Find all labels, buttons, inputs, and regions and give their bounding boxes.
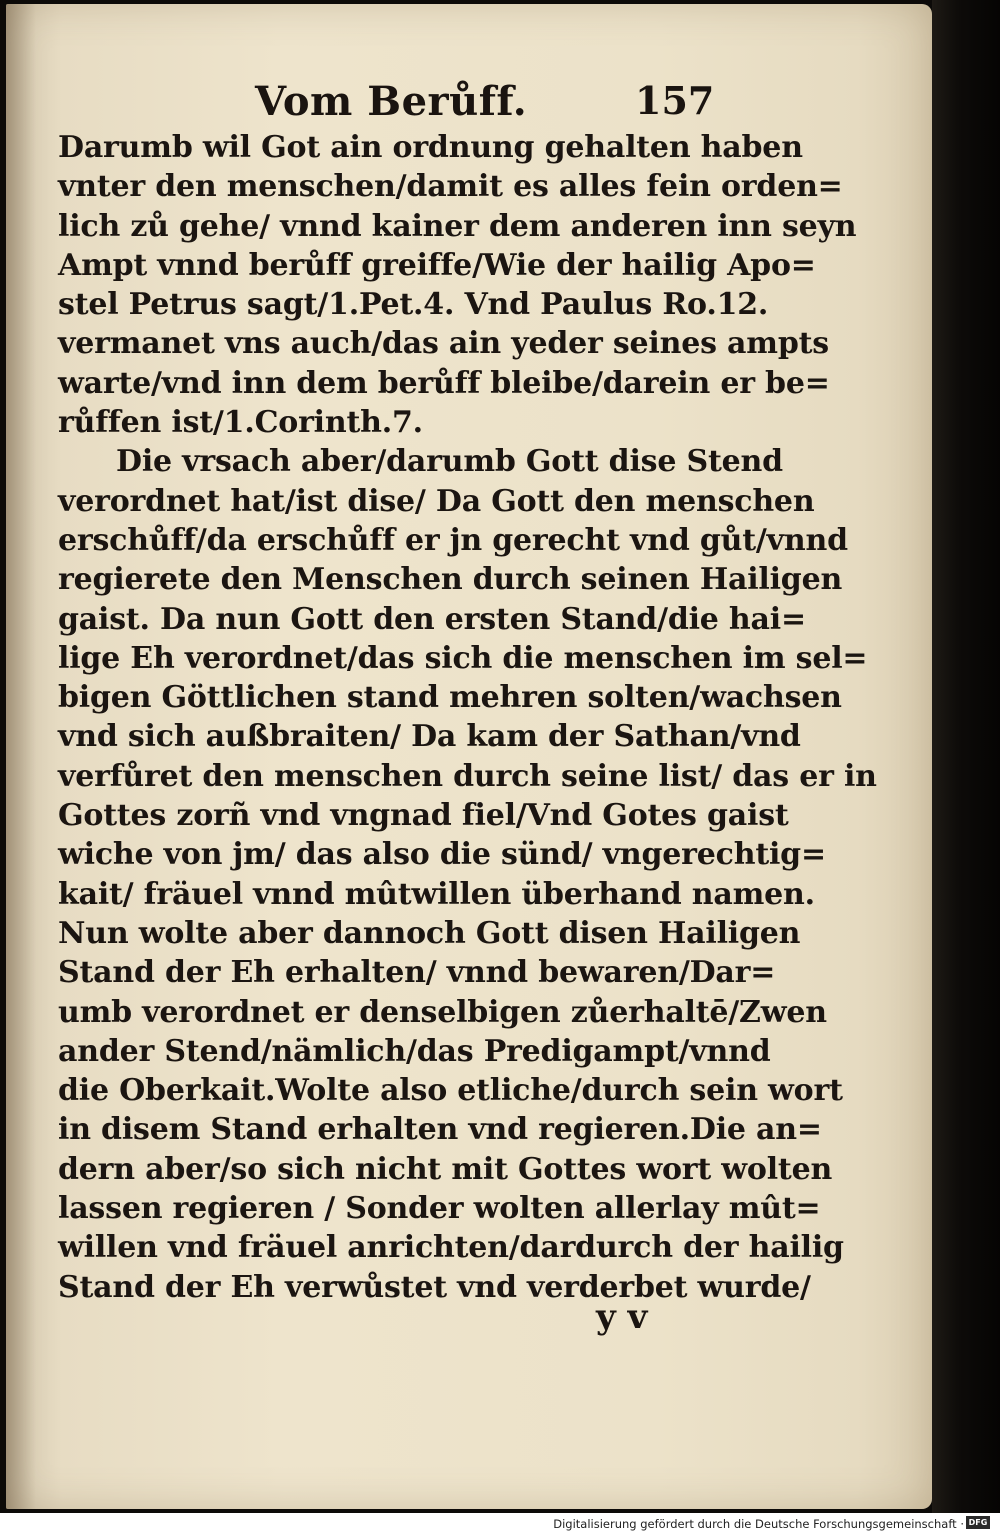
text-line: ander Stend/nämlich/das Predigampt/vnnd	[58, 1033, 771, 1069]
dfg-logo: DFG	[966, 1516, 990, 1529]
text-line: die Oberkait.Wolte also etliche/durch sein wort	[58, 1073, 843, 1109]
text-line: lige Eh verordnet/das sich die menschen im sel=	[58, 640, 868, 676]
text-line: Darumb wil Got ain ordnung gehalten haben	[58, 130, 803, 165]
text-line: verfůret den menschen durch seine list/ das er in	[58, 758, 877, 794]
text-line: willen vnd fräuel anrichten/dardurch der hailig	[58, 1230, 844, 1266]
text-line: kait/ fräuel vnnd mûtwillen überhand namen.	[58, 876, 815, 912]
text-line: gaist. Da nun Gott den ersten Stand/die hai=	[58, 601, 806, 637]
text-line: Stand der Eh verwůstet vnd verderbet wurde/	[58, 1269, 811, 1305]
page-number: 157	[635, 78, 715, 123]
text-line: lich zů gehe/ vnnd kainer dem anderen inn seyn	[58, 208, 857, 244]
text-line: erschůff/da erschůff er jn gerecht vnd gůt/vnnd	[58, 522, 848, 558]
text-line: Die vrsach aber/darumb Gott dise Stend	[116, 444, 783, 480]
page-header	[60, 78, 760, 130]
text-line: wiche von jm/ das also die sünd/ vngerechtig=	[58, 837, 826, 873]
text-line: Ampt vnnd berůff greiffe/Wie der hailig Apo=	[58, 247, 816, 283]
text-line: umb verordnet er denselbigen zůerhaltē/Zwen	[58, 994, 827, 1030]
text-line: warte/vnd inn dem berůff bleibe/darein er be=	[58, 365, 830, 401]
funding-credit: Digitalisierung gefördert durch die Deutsche Forschungsgemeinschaft ·	[553, 1517, 964, 1531]
text-line: vnter den menschen/damit es alles fein orden=	[58, 169, 843, 205]
text-line: in disem Stand erhalten vnd regieren.Die an=	[58, 1112, 822, 1148]
text-line: růffen ist/1.Corinth.7.	[58, 405, 423, 441]
text-line: lassen regieren / Sonder wolten allerlay mût=	[58, 1191, 821, 1227]
text-line: bigen Göttlichen stand mehren solten/wachsen	[58, 680, 842, 716]
text-line: vermanet vns auch/das ain yeder seines ampts	[58, 326, 829, 362]
signature-mark: y v	[596, 1297, 648, 1337]
scan-edge-strip	[932, 0, 1000, 1513]
text-line: Stand der Eh erhalten/ vnnd bewaren/Dar=	[58, 955, 776, 991]
text-line: regierete den Menschen durch seinen Hailigen	[58, 562, 843, 598]
page-gutter-shade	[6, 4, 36, 1509]
text-line: stel Petrus sagt/1.Pet.4. Vnd Paulus Ro.12.	[58, 287, 769, 323]
text-line: verordnet hat/ist dise/ Da Gott den menschen	[58, 483, 815, 519]
running-title: Vom Berůff.	[255, 78, 528, 125]
text-line: dern aber/so sich nicht mit Gottes wort wolten	[58, 1151, 833, 1187]
text-line: Gottes zorñ vnd vngnad fiel/Vnd Gotes gaist	[58, 798, 789, 834]
text-line: vnd sich außbraiten/ Da kam der Sathan/vnd	[58, 719, 801, 755]
text-line: Nun wolte aber dannoch Gott disen Hailigen	[58, 915, 801, 951]
body-text	[58, 128, 877, 1307]
